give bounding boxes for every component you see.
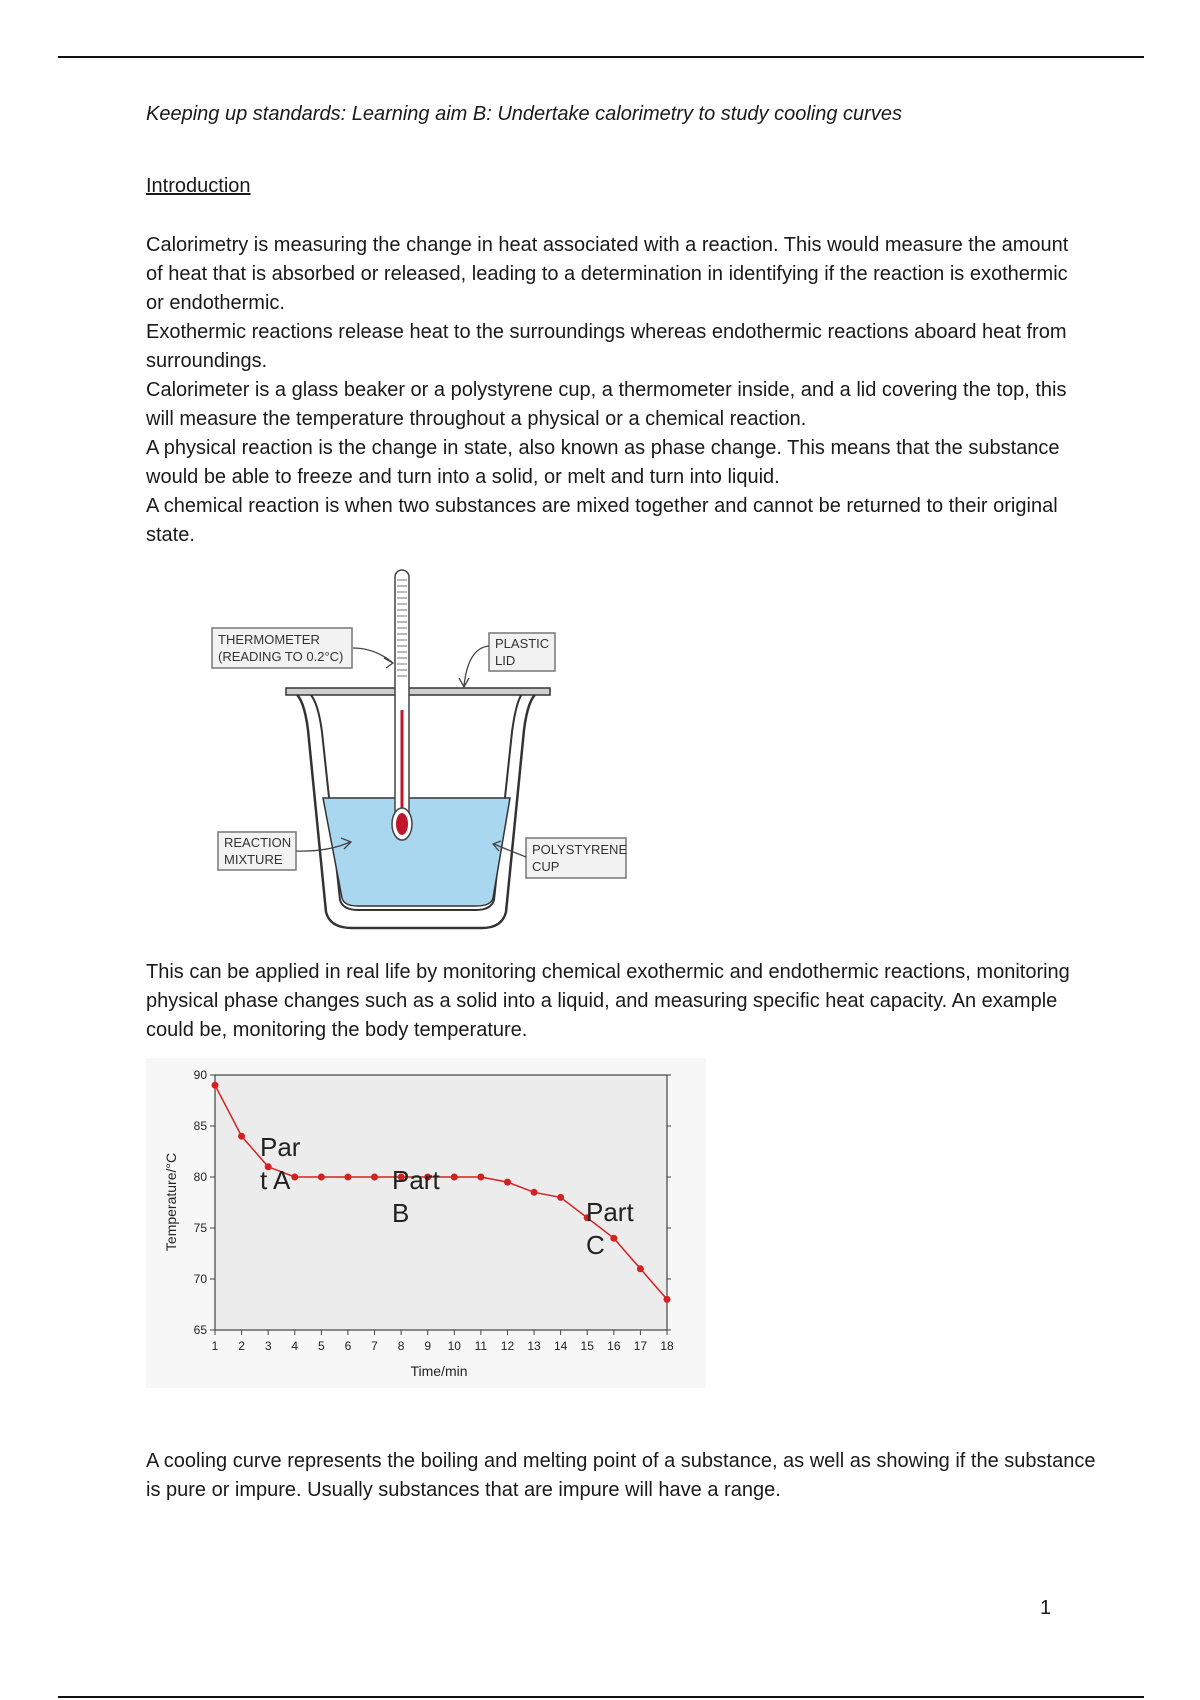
document-title: Keeping up standards: Learning aim B: Undertake calorimetry to study cooling curves	[146, 103, 902, 125]
calorimeter-diagram	[146, 560, 666, 930]
x-tick-label: 1	[211, 1339, 219, 1353]
thermometer-label-line1: THERMOMETER	[218, 632, 320, 647]
x-tick-label: 2	[238, 1339, 245, 1353]
x-tick-label: 10	[447, 1339, 461, 1353]
x-axis-label: Time/min	[410, 1363, 468, 1379]
data-point	[212, 1082, 219, 1089]
plastic-lid	[286, 688, 550, 695]
data-point	[477, 1174, 484, 1181]
data-point	[238, 1133, 245, 1140]
part-b-label-line2: B	[392, 1198, 410, 1228]
data-point	[318, 1174, 325, 1181]
data-point	[344, 1174, 351, 1181]
thermometer-label-line2: (READING TO 0.2°C)	[218, 649, 344, 664]
calorimeter-paragraph: Calorimeter is a glass beaker or a polystyrene cup, a thermometer inside, and a lid covering the top, this will measure the temperature throughout a physical or a chemical reaction.	[146, 379, 1067, 430]
x-tick-label: 5	[318, 1339, 325, 1353]
cup-label-line2: CUP	[532, 859, 560, 874]
part-c-label-line1: Part	[586, 1197, 634, 1227]
mixture-label-line1: REACTION	[224, 835, 292, 850]
part-a-label-line2: t A	[260, 1165, 291, 1195]
x-tick-label: 9	[424, 1339, 432, 1353]
data-point	[610, 1235, 617, 1242]
top-rule	[58, 56, 1144, 58]
data-point	[451, 1174, 458, 1181]
x-tick-label: 18	[660, 1339, 674, 1353]
chemical-reaction-paragraph: A chemical reaction is when two substances are mixed together and cannot be returned to their original state.	[146, 495, 1058, 546]
x-tick-label: 17	[633, 1339, 648, 1353]
x-tick-label: 7	[371, 1339, 378, 1353]
data-point	[504, 1179, 511, 1186]
bottom-rule	[58, 1696, 1144, 1698]
section-heading-introduction: Introduction	[146, 175, 251, 197]
physical-reaction-paragraph: A physical reaction is the change in state, also known as phase change. This means that the substance would be able to freeze and turn into a solid, or melt and turn into liquid.	[146, 437, 1060, 488]
x-tick-label: 8	[397, 1339, 405, 1353]
data-point	[291, 1174, 298, 1181]
x-tick-label: 4	[291, 1339, 299, 1353]
y-tick-label: 85	[193, 1119, 207, 1133]
data-point	[664, 1296, 671, 1303]
x-tick-label: 16	[607, 1339, 621, 1353]
x-tick-label: 3	[264, 1339, 272, 1353]
x-tick-label: 14	[553, 1339, 568, 1353]
page-number: 1	[1040, 1597, 1052, 1619]
y-tick-label: 80	[193, 1170, 207, 1184]
cooling-curve-chart	[146, 1058, 706, 1388]
calorimetry-paragraph: Calorimetry is measuring the change in heat associated with a reaction. This would measure the amount of heat that is absorbed or released, leading to a determination in identifying if the reaction is exothermic or endothermic.	[146, 234, 1069, 314]
y-tick-label: 90	[193, 1068, 207, 1082]
introduction-text	[146, 231, 1086, 550]
x-tick-label: 12	[500, 1339, 515, 1353]
x-tick-label: 11	[474, 1339, 488, 1353]
lid-label-line2: LID	[495, 653, 516, 668]
data-point	[637, 1265, 644, 1272]
part-a-label-line1: Par	[260, 1132, 301, 1162]
y-tick-label: 75	[193, 1221, 207, 1235]
exothermic-paragraph: Exothermic reactions release heat to the surroundings whereas endothermic reactions aboard heat from surroundings.	[146, 321, 1067, 372]
cooling-curve-paragraph: A cooling curve represents the boiling and melting point of a substance, as well as showing if the substance is pure or impure. Usually substances that are impure will have a range.	[146, 1450, 1096, 1501]
data-point	[557, 1194, 564, 1201]
data-point	[531, 1189, 538, 1196]
x-tick-label: 13	[527, 1339, 541, 1353]
y-axis-label: Temperature/°C	[163, 1152, 179, 1252]
y-tick-label: 65	[193, 1323, 207, 1337]
application-paragraph: This can be applied in real life by monitoring chemical exothermic and endothermic reactions, monitoring physical phase changes such as a solid into a liquid, and measuring specific heat capacity. An example could be, monitoring the body temperature.	[146, 961, 1070, 1041]
data-point	[371, 1174, 378, 1181]
x-tick-label: 15	[580, 1339, 594, 1353]
reaction-mixture-liquid	[323, 798, 510, 906]
lid-label-line1: PLASTIC	[495, 636, 550, 651]
y-tick-label: 70	[193, 1272, 207, 1286]
cup-label-line1: POLYSTYRENE	[532, 842, 628, 857]
part-b-label-line1: Part	[392, 1165, 440, 1195]
mixture-label-line2: MIXTURE	[224, 852, 283, 867]
thermometer-bulb	[396, 813, 408, 835]
part-c-label-line2: C	[586, 1230, 605, 1260]
x-tick-label: 6	[344, 1339, 352, 1353]
